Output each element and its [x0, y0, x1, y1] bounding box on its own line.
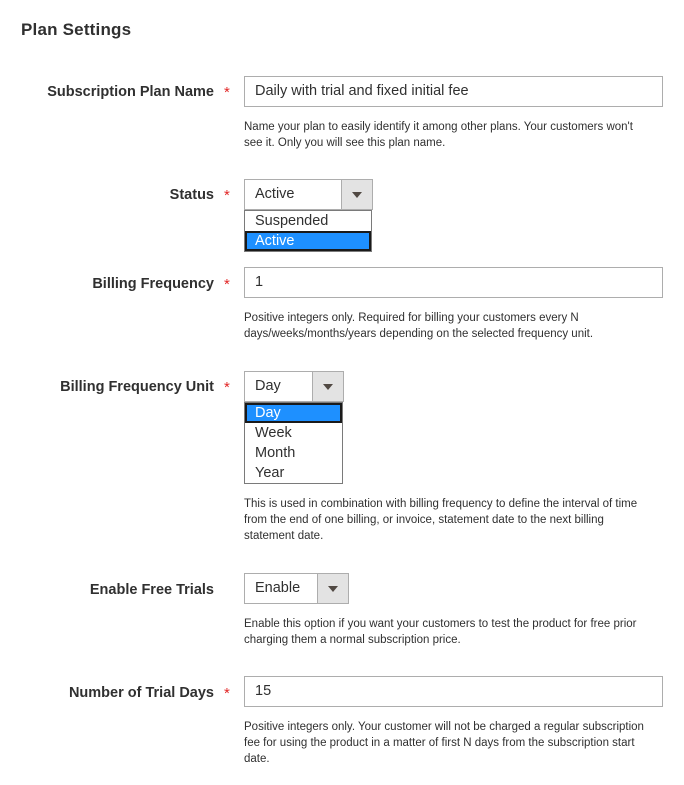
free-trials-select[interactable] — [244, 573, 349, 604]
plan-name-note: Name your plan to easily identify it among other plans. Your customers won't see it. Only you will see this plan name. — [244, 121, 633, 149]
trial-days-label: Number of Trial Days — [68, 685, 214, 701]
trial-days-note: Positive integers only. Your customer will not be charged a regular subscription fee for using the product in a matter of first N days from the subscription start date. — [244, 721, 644, 765]
status-label: Status — [169, 187, 214, 203]
status-option-suspended[interactable]: Suspended — [255, 213, 329, 229]
status-dropdown-list — [244, 210, 372, 252]
billing-unit-dropdown-list — [244, 402, 343, 484]
billing-frequency-input[interactable]: 1 — [244, 267, 663, 298]
required-mark: * — [224, 379, 230, 396]
plan-name-label: Subscription Plan Name — [47, 84, 214, 100]
billing-unit-note: This is used in combination with billing frequency to define the interval of time from the end of one billing, or invoice, statement date to the next billing statement date. — [244, 498, 638, 542]
free-trials-note: Enable this option if you want your customers to test the product for free prior charging them a normal subscription price. — [244, 618, 637, 646]
free-trials-selected-value: Enable — [255, 580, 301, 596]
billing-unit-option-week[interactable]: Week — [255, 425, 292, 441]
status-option-active[interactable]: Active — [245, 231, 371, 251]
required-mark: * — [224, 84, 230, 101]
billing-unit-label: Billing Frequency Unit — [60, 379, 214, 395]
billing-frequency-label: Billing Frequency — [92, 276, 214, 292]
trial-days-input[interactable]: 15 — [244, 676, 663, 707]
status-selected-value: Active — [255, 186, 295, 202]
chevron-down-icon — [323, 384, 333, 390]
required-mark: * — [224, 685, 230, 702]
required-mark: * — [224, 187, 230, 204]
free-trials-dropdown-toggle[interactable] — [317, 574, 348, 603]
billing-unit-option-day[interactable]: Day — [245, 403, 342, 423]
billing-unit-option-month[interactable]: Month — [255, 445, 296, 461]
chevron-down-icon — [352, 192, 362, 198]
billing-unit-select[interactable] — [244, 371, 344, 402]
status-select[interactable] — [244, 179, 373, 210]
required-mark: * — [224, 276, 230, 293]
billing-unit-selected-value: Day — [255, 378, 281, 394]
billing-unit-dropdown-toggle[interactable] — [312, 372, 343, 401]
billing-unit-option-year[interactable]: Year — [255, 465, 285, 481]
billing-frequency-note: Positive integers only. Required for billing your customers every N days/weeks/months/years depending on the selected frequency unit. — [244, 312, 594, 340]
section-title: Plan Settings — [21, 20, 132, 39]
chevron-down-icon — [328, 586, 338, 592]
status-dropdown-toggle[interactable] — [341, 180, 372, 209]
plan-name-input[interactable]: Daily with trial and fixed initial fee — [244, 76, 663, 107]
free-trials-label: Enable Free Trials — [89, 582, 214, 598]
